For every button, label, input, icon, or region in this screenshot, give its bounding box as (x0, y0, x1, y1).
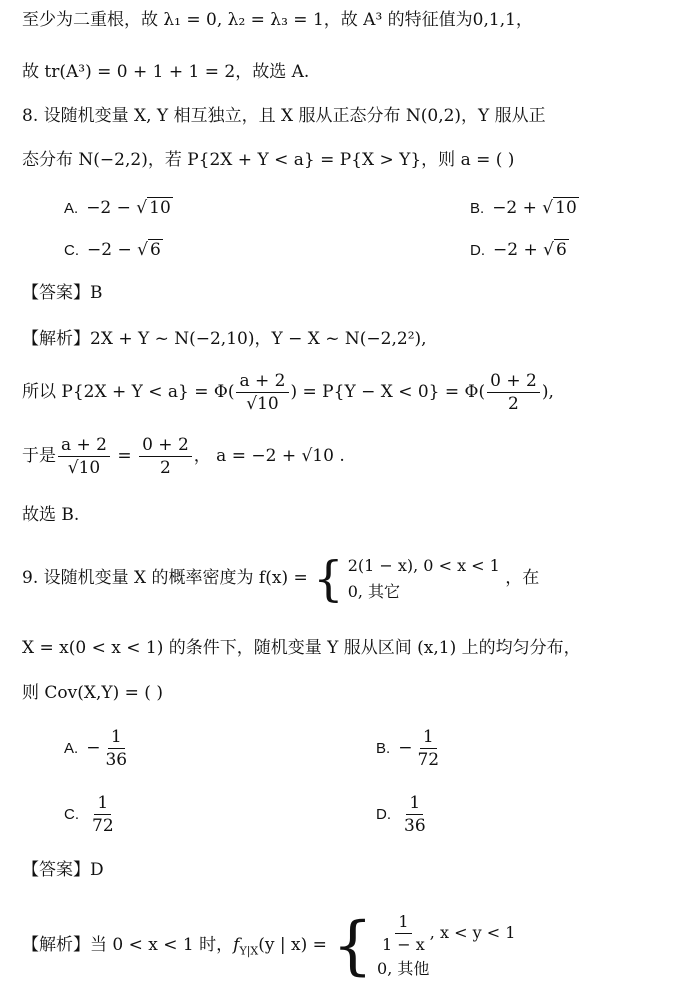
q9-answer-line (22, 858, 104, 882)
q8-analysis-1: 【解析】2X + Y ~ N(−2,10)，Y − X ~ N(−2,2²), (22, 329, 427, 349)
q8-stem-1: 8. 设随机变量 X, Y 相互独立，且 X 服从正态分布 N(0,2)，Y 服从正 (22, 106, 546, 126)
q9-stem-3: 则 Cov(X,Y) = ( ) (22, 683, 163, 703)
q9-stem-line-3 (22, 681, 163, 705)
q8-stem-line-2 (22, 148, 514, 172)
q8-answer-line (22, 281, 103, 305)
q9-analysis-line: 【解析】当 0 < x < 1 时，$f_{Y|X}(y$ | x) = { $\frac{1}{1 - x}$ , x < y < 1 0, 其他 (22, 908, 516, 983)
q9-option-d: D. $\frac{1}{36}$ (376, 793, 426, 836)
q8-analysis-line-2: 所以 P{2X + Y < a} = Φ( $\frac{a + 2}{√10}$ ) = P{Y − X < 0} = Φ( $\frac{0 + 2}{2}$ ), (22, 371, 554, 414)
conditional-density: { $\frac{1}{1 - x}$ , x < y < 1 0, 其他 (332, 908, 516, 983)
trace-text: 故 tr(A³) = 0 + 1 + 1 = 2，故选 A. (22, 62, 310, 82)
fraction: $\frac{0 + 2}{2}$ (487, 370, 540, 415)
q8-conclusion-line (22, 503, 79, 527)
text-line-1 (22, 8, 533, 32)
q9-stem-line-1 (22, 548, 539, 608)
q8-option-b: B. −2 + √ 10 (470, 198, 577, 218)
q8-stem-line-1 (22, 104, 546, 128)
q8-analysis-line-3: 于是 $\frac{a + 2}{√10}$ = $\frac{0 + 2}{2}$ ， a = −2 + √10 . (22, 435, 345, 478)
q8-answer: 【答案】B (22, 283, 103, 303)
text-line-2 (22, 60, 309, 84)
q9-stem-b: ，在 (505, 568, 540, 588)
q9-option-a: A. − $\frac{1}{36}$ (64, 727, 128, 770)
q9-answer: 【答案】D (22, 860, 104, 880)
eigen-text: 至少为二重根，故 λ₁ = 0, λ₂ = λ₃ = 1，故 A³ 的特征值为0,1,1， (22, 10, 533, 30)
q9-stem-a: 9. 设随机变量 X 的概率密度为 f(x) = (22, 568, 308, 588)
q9-option-c: C. $\frac{1}{72}$ (64, 793, 114, 836)
q8-conclusion: 故选 B. (22, 505, 80, 525)
q9-stem-line-2 (22, 636, 581, 660)
q8-stem-2: 态分布 N(−2,2)，若 P{2X + Y < a} = P{X > Y}，则 a = ( ) (22, 150, 515, 170)
piecewise-density: { 2(1 − x), 0 < x < 1 0, 其它 (313, 550, 500, 607)
fraction: $\frac{a + 2}{√10}$ (58, 434, 110, 479)
q8-analysis-line-1 (22, 327, 427, 351)
q9-stem-2: X = x(0 < x < 1) 的条件下，随机变量 Y 服从区间 (x,1) 上的均匀分布， (22, 638, 581, 658)
q9-option-b: B. − $\frac{1}{72}$ (376, 727, 440, 770)
fraction: $\frac{a + 2}{√10}$ (236, 370, 288, 415)
q9-analysis-a: 【解析】当 0 < x < 1 时， (22, 935, 234, 955)
q8-option-a: A. −2 − √ 10 (64, 198, 171, 218)
q8-option-d: D. −2 + √ 6 (470, 240, 567, 260)
q8-option-c: C. −2 − √ 6 (64, 240, 161, 260)
fraction: $\frac{0 + 2}{2}$ (139, 434, 192, 479)
